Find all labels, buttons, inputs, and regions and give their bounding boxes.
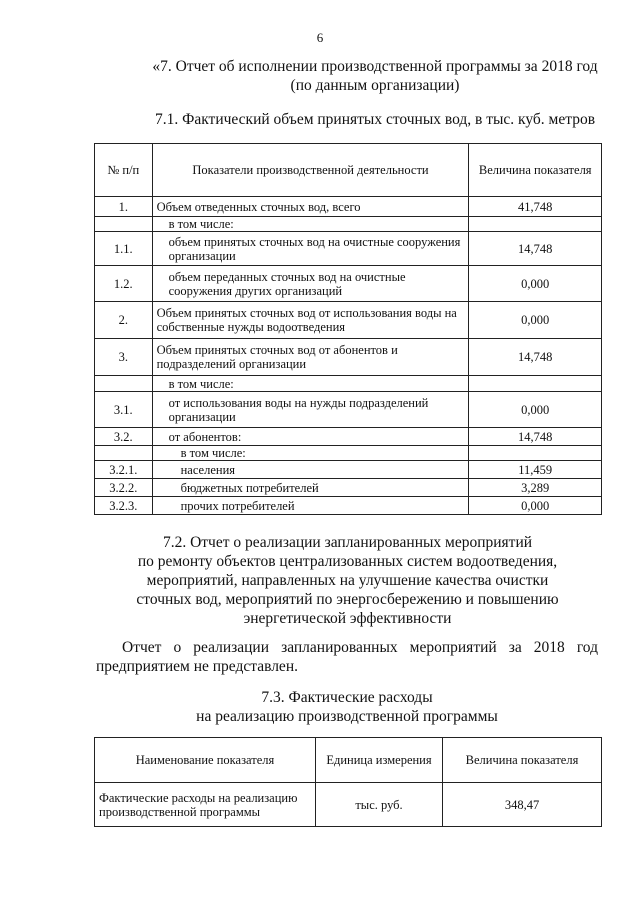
row-value (469, 217, 602, 232)
page-number: 6 (316, 30, 324, 45)
row-number: 1. (95, 197, 153, 217)
table-row (95, 479, 602, 497)
row-indicator: объем принятых сточных вод на очистные сооружения организации (152, 232, 469, 266)
row-indicator: населения (152, 461, 469, 479)
row-value: 0,000 (469, 266, 602, 302)
row-number: 3.2.2. (95, 479, 153, 497)
row-number: 1.2. (95, 266, 153, 302)
section-7-2-title-line: 7.2. Отчет о реализации запланированных мероприятий (162, 534, 533, 551)
section-7-2-title-line: по ремонту объектов централизованных систем водоотведения, (137, 553, 558, 570)
row-value: 3,289 (469, 479, 602, 497)
row-indicator: в том числе: (152, 376, 469, 392)
row-number: 3.2.1. (95, 461, 153, 479)
report-paragraph-line: предприятием не представлен. (96, 658, 298, 675)
table-row (95, 339, 602, 376)
row-indicator: Объем принятых сточных вод от использования воды на собственные нужды водоотведения (152, 302, 469, 339)
column-header-indicator: Показатели производственной деятельности (152, 144, 469, 197)
table-row (95, 302, 602, 339)
section-7-2-title-line: мероприятий, направленных на улучшение качества очистки (146, 572, 549, 589)
section-7-2-title-line: энергетической эффективности (243, 610, 452, 627)
row-unit: тыс. руб. (316, 783, 443, 827)
section-7-2-heading (110, 533, 585, 628)
section-7-subtitle: (по данным организации) (290, 77, 460, 94)
section-7-2-title-line: сточных вод, мероприятий по энергосбережению и повышению (136, 591, 559, 608)
section-7-3-subtitle: на реализацию производственной программы (196, 708, 498, 725)
row-value: 348,47 (443, 783, 602, 827)
report-paragraph-line: Отчет о реализации запланированных мероприятий за 2018 год (122, 639, 598, 656)
row-number: 3.2. (95, 428, 153, 446)
row-number (95, 446, 153, 461)
row-value: 14,748 (469, 339, 602, 376)
table-header-row (95, 144, 602, 197)
table-row (95, 461, 602, 479)
section-7-title: «7. Отчет об исполнении производственной программы за 2018 год (152, 58, 598, 75)
row-value: 14,748 (469, 428, 602, 446)
table-row (95, 446, 602, 461)
row-value: 0,000 (469, 302, 602, 339)
report-paragraph (96, 638, 598, 676)
row-value: 11,459 (469, 461, 602, 479)
table-row (95, 392, 602, 428)
row-value: 0,000 (469, 497, 602, 515)
wastewater-volume-table (94, 143, 602, 515)
section-7-3-heading (96, 688, 598, 726)
row-indicator: бюджетных потребителей (152, 479, 469, 497)
row-number: 3.2.3. (95, 497, 153, 515)
table-row (95, 217, 602, 232)
section-7-1-title: 7.1. Фактический объем принятых сточных вод, в тыс. куб. метров (154, 111, 596, 128)
row-value: 41,748 (469, 197, 602, 217)
row-value (469, 446, 602, 461)
table-row (95, 376, 602, 392)
table-row (95, 266, 602, 302)
table-header-row (95, 738, 602, 783)
row-indicator: в том числе: (152, 217, 469, 232)
row-indicator: от абонентов: (152, 428, 469, 446)
row-indicator: в том числе: (152, 446, 469, 461)
section-7-3-title: 7.3. Фактические расходы (261, 689, 433, 706)
column-header-number: № п/п (95, 144, 153, 197)
row-value (469, 376, 602, 392)
table-row (95, 197, 602, 217)
section-7-heading (140, 57, 610, 95)
column-header-name: Наименование показателя (95, 738, 316, 783)
row-value: 14,748 (469, 232, 602, 266)
column-header-unit: Единица измерения (316, 738, 443, 783)
row-number (95, 217, 153, 232)
row-value: 0,000 (469, 392, 602, 428)
column-header-value: Величина показателя (469, 144, 602, 197)
row-indicator: объем переданных сточных вод на очистные сооружения других организаций (152, 266, 469, 302)
row-name: Фактические расходы на реализацию производственной программы (95, 783, 316, 827)
row-number (95, 376, 153, 392)
table-row (95, 232, 602, 266)
row-number: 3.1. (95, 392, 153, 428)
row-number: 1.1. (95, 232, 153, 266)
row-indicator: Объем отведенных сточных вод, всего (152, 197, 469, 217)
row-indicator: Объем принятых сточных вод от абонентов и подразделений организации (152, 339, 469, 376)
table-row (95, 497, 602, 515)
expenses-table (94, 737, 602, 827)
column-header-value: Величина показателя (443, 738, 602, 783)
row-number: 2. (95, 302, 153, 339)
row-indicator: от использования воды на нужды подразделений организации (152, 392, 469, 428)
row-indicator: прочих потребителей (152, 497, 469, 515)
row-number: 3. (95, 339, 153, 376)
table-row (95, 783, 602, 827)
table-row (95, 428, 602, 446)
